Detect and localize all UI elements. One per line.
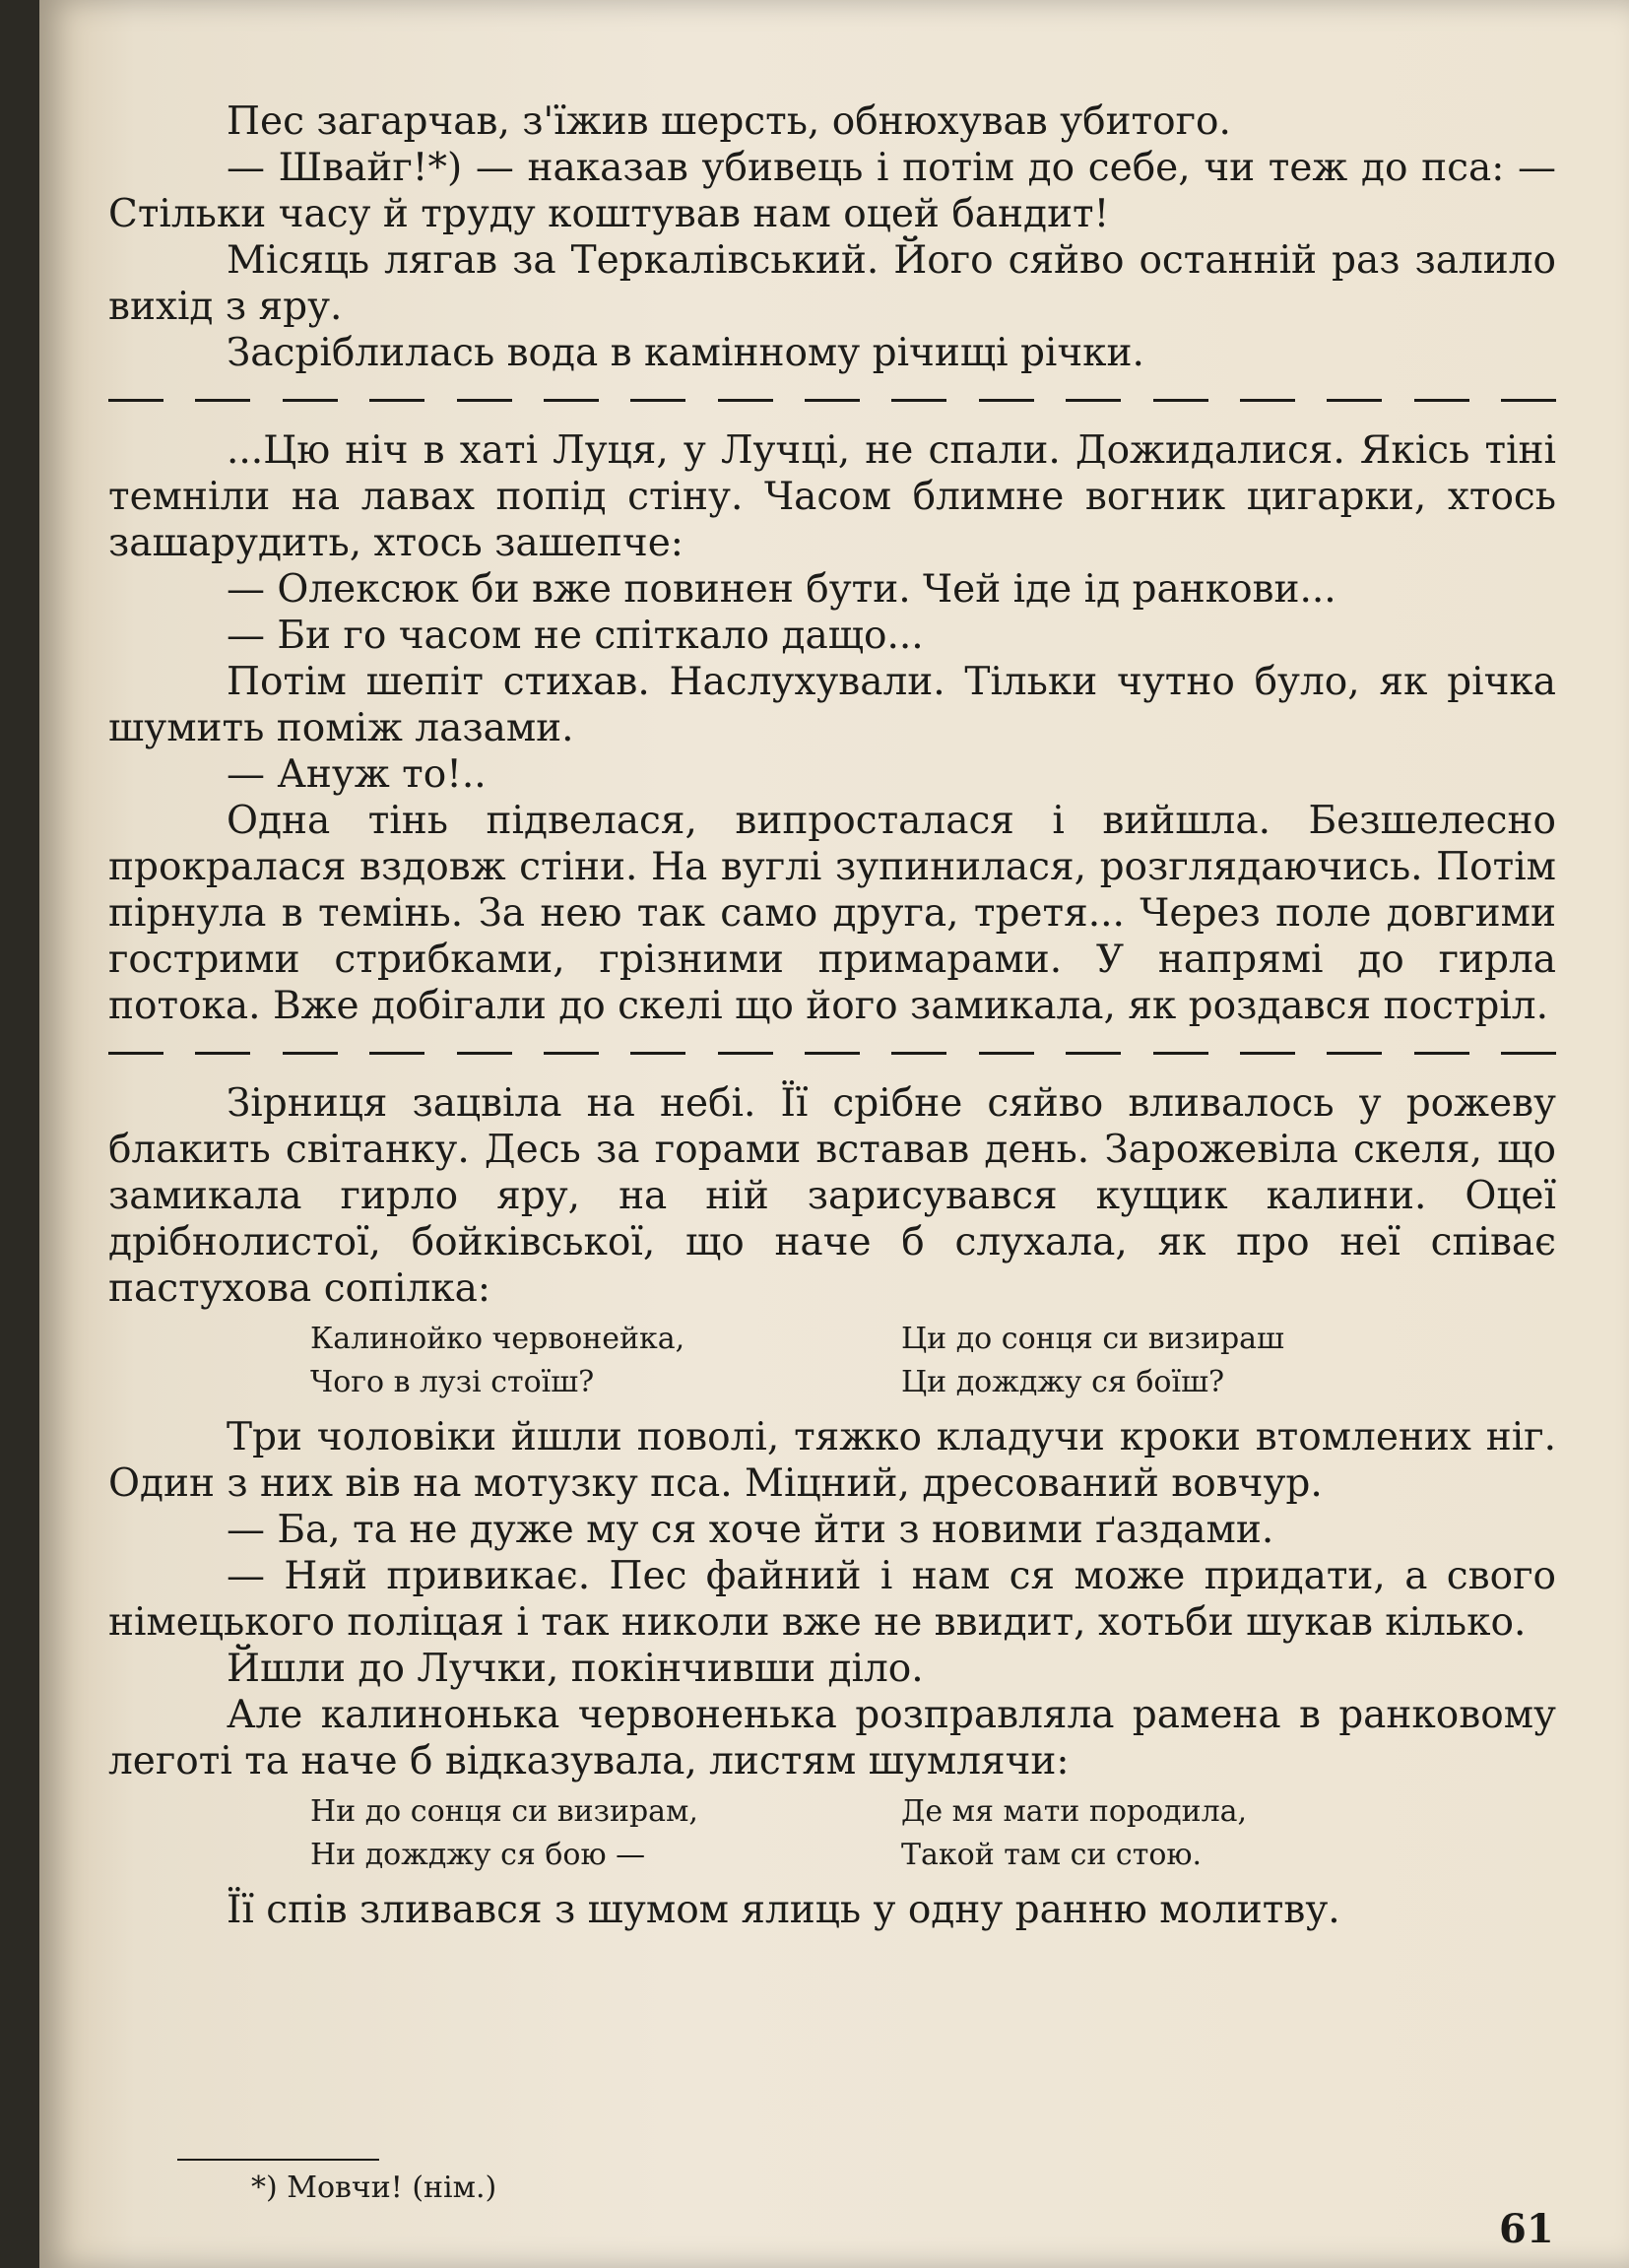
verse-line: Ци дожджу ся боїш?: [901, 1365, 1225, 1399]
paragraph: Засріблилась вода в камінному річищі річки.: [227, 331, 1144, 375]
verse-line: Ни дожджу ся бою —: [310, 1838, 646, 1872]
paragraph: — Ба, та не дуже му ся хоче йти з новими ґаздами.: [227, 1508, 1274, 1552]
section-separator: [108, 382, 1556, 418]
book-page: [39, 0, 1629, 2268]
page-number: 61: [1499, 2206, 1554, 2252]
paragraph: Три чоловіки йшли поволі, тяжко кладучи кроки втомлених ніг. Один з них вів на мотузку пса. Міцний, дресований вовчур.: [108, 1415, 1556, 1506]
paragraph: — Би го часом не спіткало дащо...: [227, 614, 924, 658]
footnote-rule: [177, 2159, 379, 2161]
verse-line: Де мя мати породила,: [901, 1794, 1248, 1829]
footnote: *) Мовчи! (нім.): [251, 2171, 497, 2205]
verse-line: Ци до сонця си визираш: [901, 1322, 1284, 1356]
paragraph: Йшли до Лучки, покінчивши діло.: [227, 1647, 924, 1691]
paragraph: ...Цю ніч в хаті Луця, у Лучці, не спали. Дожидалися. Якісь тіні темніли на лавах попід стіну. Часом блимне вогник цигарки, хтось зашарудить, хтось зашепче:: [108, 428, 1556, 565]
paragraph: — Ануж то!..: [227, 752, 487, 797]
body-text: [108, 98, 1556, 1933]
paragraph: Але калинонька червоненька розправляла рамена в ранковому леготі та наче б відказувала, листям шумлячи:: [108, 1693, 1556, 1783]
verse-line: Ни до сонця си визирам,: [310, 1794, 698, 1829]
paragraph: — Швайг!*) — наказав убивець і потім до себе, чи теж до пса: — Стільки часу й труду коштував нам оцей бандит!: [108, 146, 1556, 236]
paragraph: — Олексюк би вже повинен бути. Чей іде ід ранкови...: [227, 567, 1336, 612]
paragraph: Пес загарчав, з'їжив шерсть, обнюхував убитого.: [227, 99, 1231, 144]
verse-line: Чого в лузі стоїш?: [310, 1365, 595, 1399]
paragraph: Її спів зливався з шумом ялиць у одну ранню молитву.: [227, 1888, 1340, 1932]
verse-block: [310, 1318, 1556, 1404]
paragraph: Місяць лягав за Теркалівський. Його сяйво останній раз залило вихід з яру.: [108, 238, 1556, 329]
section-separator: [108, 1035, 1556, 1070]
verse-line: Калинойко червонейка,: [310, 1322, 685, 1356]
paragraph: — Няй привикає. Пес файний і нам ся може придати, а свого німецького поліцая і так николи вже не ввидит, хотьби шукав кілько.: [108, 1554, 1556, 1645]
verse-block: [310, 1790, 1556, 1877]
paragraph: Зірниця зацвіла на небі. Її срібне сяйво вливалось у рожеву блакить світанку. Десь за горами вставав день. Зарожевіла скеля, що замикала гирло яру, на ній зарисувався кущик калини. Оцеї дрібнолистої, бойківської, що наче б слухала, як про неї співає пастухова сопілка:: [108, 1081, 1556, 1311]
paragraph: Одна тінь підвелася, випросталася і вийшла. Безшелесно прокралася вздовж стіни. На вуглі зупинилася, розглядаючись. Потім пірнула в темінь. За нею так само друга, третя... Через поле довгими гострими стрибками, грізними примарами. У напрямі до гирла потока. Вже добігали до скелі що його замикала, як роздався постріл.: [108, 799, 1556, 1028]
paragraph: Потім шепіт стихав. Наслухували. Тільки чутно було, як річка шумить поміж лазами.: [108, 660, 1556, 750]
verse-line: Такой там си стою.: [901, 1838, 1203, 1872]
